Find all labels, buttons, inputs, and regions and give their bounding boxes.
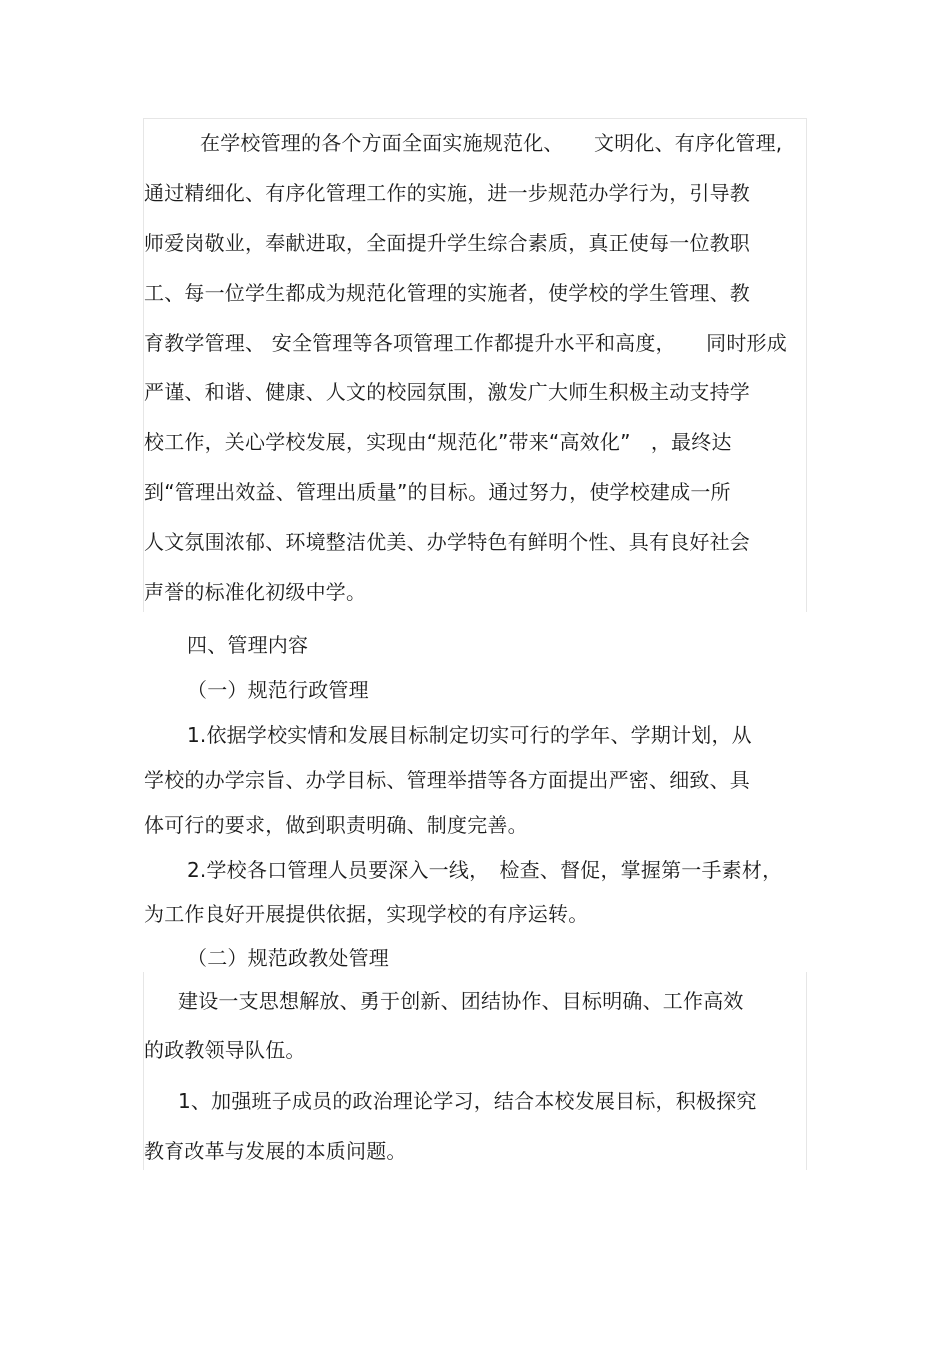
intro-line-10: 声誉的标准化初级中学。 <box>144 580 367 604</box>
intro-line-9: 人文氛围浓郁、环境整洁优美、办学特色有鲜明个性、具有良好社会 <box>144 530 750 554</box>
intro-line-8: 到“管理出效益、管理出质量”的目标。通过努力，使学校建成一所 <box>144 480 731 504</box>
block1-frame-right <box>806 118 807 612</box>
intro-line-1: 在学校管理的各个方面全面实施规范化、 文明化、有序化管理, <box>200 131 783 155</box>
admin-p1-line-3: 体可行的要求，做到职责明确、制度完善。 <box>144 813 528 837</box>
intro-line-4: 工、每一位学生都成为规范化管理的实施者，使学校的学生管理、教 <box>144 281 750 305</box>
block2-frame-right <box>806 972 807 1170</box>
intro-line-3: 师爱岗敬业，奉献进取，全面提升学生综合素质，真正使每一位教职 <box>144 231 750 255</box>
section-heading: 四、管理内容 <box>187 633 309 657</box>
intro-line-6: 严谨、和谐、健康、人文的校园氛围，激发广大师生积极主动支持学 <box>144 380 750 404</box>
intro-line-5: 育教学管理、 安全管理等各项管理工作都提升水平和高度， 同时形成 <box>144 331 787 355</box>
subsection-heading-2: （二）规范政教处管理 <box>187 946 389 970</box>
admin-p1-line-2: 学校的办学宗旨、办学目标、管理举措等各方面提出严密、细致、具 <box>144 768 750 792</box>
intro-line-7: 校工作，关心学校发展，实现由“规范化”带来“高效化” ，最终达 <box>144 430 732 454</box>
intro-line-2: 通过精细化、有序化管理工作的实施，进一步规范办学行为，引导教 <box>144 181 750 205</box>
politics-intro-line-2: 的政教领导队伍。 <box>144 1038 306 1062</box>
politics-intro-line-1: 建设一支思想解放、勇于创新、团结协作、目标明确、工作高效 <box>178 989 744 1013</box>
subsection-heading-1: （一）规范行政管理 <box>187 678 369 702</box>
admin-p2-line-1: 2.学校各口管理人员要深入一线， 检查、督促，掌握第一手素材， <box>187 858 783 882</box>
block1-frame-top <box>143 118 807 119</box>
admin-p2-line-2: 为工作良好开展提供依据，实现学校的有序运转。 <box>144 902 589 926</box>
admin-p1-line-1: 1.依据学校实情和发展目标制定切实可行的学年、学期计划，从 <box>187 723 752 747</box>
politics-item1-line-1: 1、加强班子成员的政治理论学习，结合本校发展目标，积极探究 <box>178 1089 757 1113</box>
politics-item1-line-2: 教育改革与发展的本质问题。 <box>144 1139 407 1163</box>
